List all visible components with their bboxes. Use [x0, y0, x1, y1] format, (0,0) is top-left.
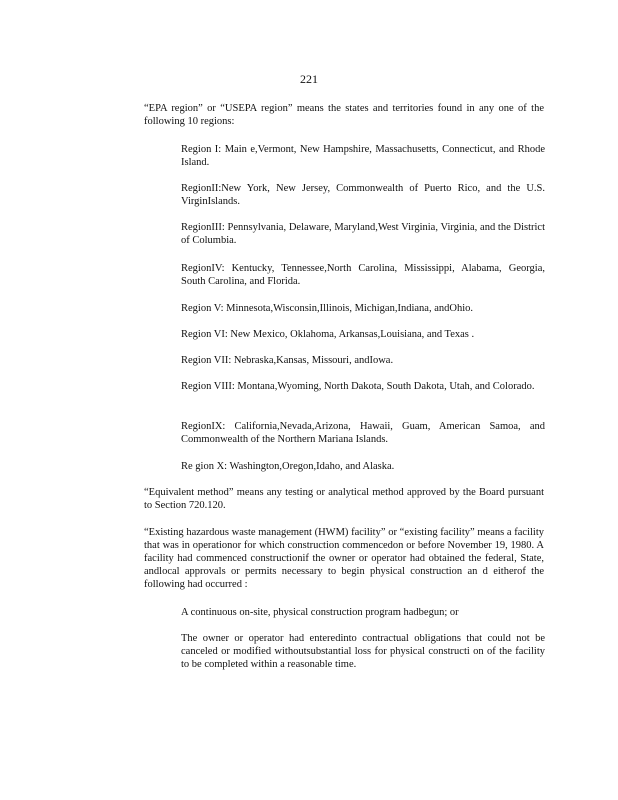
- region-i: Region I: Main e,Vermont, New Hampshire, Massachusetts, Connecticut, and Rhode Island.: [181, 144, 545, 168]
- epa-region-definition: “EPA region” or “USEPA region” means the states and territories found in any one of the following 10 regions:: [144, 103, 544, 127]
- region-ii: RegionII:New York, New Jersey, Commonwealth of Puerto Rico, and the U.S. VirginIslands.: [181, 183, 545, 207]
- condition-contractual-obligations: The owner or operator had enteredinto contractual obligations that could not be canceled or modified withoutsubstantial loss for physical constructi on of the facility to be completed within a reasonable time.: [181, 633, 545, 670]
- region-iii: RegionIII: Pennsylvania, Delaware, Maryland,West Virginia, Virginia, and the District of Columbia.: [181, 222, 545, 246]
- region-vii: Region VII: Nebraska,Kansas, Missouri, andIowa.: [181, 355, 394, 366]
- region-ix: RegionIX: California,Nevada,Arizona, Hawaii, Guam, American Samoa, and Commonwealth of the Northern Mariana Islands.: [181, 421, 545, 445]
- region-v: Region V: Minnesota,Wisconsin,Illinois, Michigan,Indiana, andOhio.: [181, 303, 473, 314]
- region-vi: Region VI: New Mexico, Oklahoma, Arkansas,Louisiana, and Texas .: [181, 329, 475, 340]
- region-iv: RegionIV: Kentucky, Tennessee,North Carolina, Mississippi, Alabama, Georgia, South Carolina, and Florida.: [181, 263, 545, 287]
- existing-facility-definition: “Existing hazardous waste management (HWM) facility” or “existing facility” means a facility that was in operationor for which construction commencedon or before November 19, 1980. A facility had commenced constructionif the owner or operator had obtained the federal, State, andlocal approvals or permits necessary to begin physical construction an d eitherof the following had occurred :: [144, 527, 544, 590]
- condition-construction-program: A continuous on-site, physical construction program hadbegun; or: [181, 607, 459, 618]
- equivalent-method-definition: “Equivalent method” means any testing or analytical method approved by the Board pursuant to Section 720.120.: [144, 487, 544, 511]
- region-x: Re gion X: Washington,Oregon,Idaho, and Alaska.: [181, 461, 395, 472]
- page-number: 221: [300, 72, 318, 86]
- region-viii: Region VIII: Montana,Wyoming, North Dakota, South Dakota, Utah, and Colorado.: [181, 381, 535, 392]
